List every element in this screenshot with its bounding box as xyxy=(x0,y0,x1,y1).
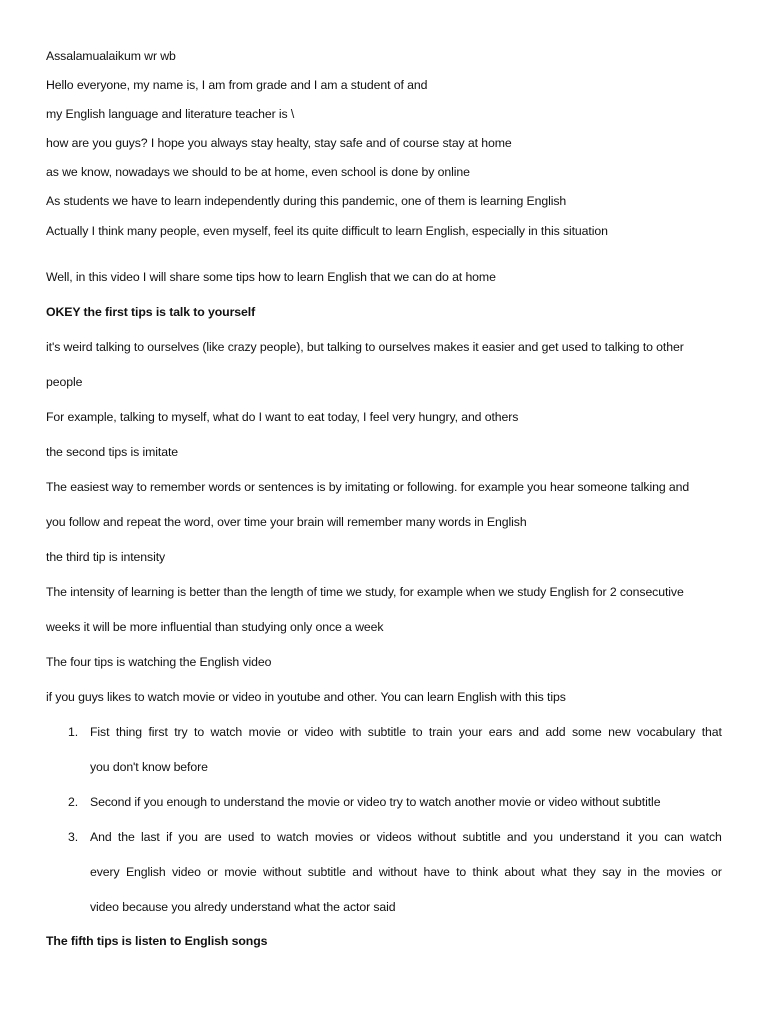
word: the xyxy=(117,830,135,844)
word: without xyxy=(263,865,302,879)
intro-line: as we know, nowadays we should to be at home, even school is done by online xyxy=(46,165,470,179)
word: have xyxy=(423,865,450,879)
word: what xyxy=(541,865,567,879)
word: video xyxy=(171,865,201,879)
word: subtitle xyxy=(367,725,406,739)
word: if xyxy=(166,830,173,844)
intro-line: Actually I think many people, even myself, feel its quite difficult to learn English, especially in this situation xyxy=(46,224,608,238)
word: say xyxy=(602,865,622,879)
word: ears xyxy=(488,725,513,739)
word: subtitle xyxy=(307,865,346,879)
tip-heading: the second tips is imitate xyxy=(46,445,179,459)
list-number: 2. xyxy=(68,795,79,809)
tip-heading: the third tip is intensity xyxy=(46,550,166,564)
word: movie xyxy=(224,865,257,879)
list-item-line: you don't know before xyxy=(90,760,208,774)
word: vocabulary xyxy=(636,725,696,739)
word: subtitle xyxy=(462,830,501,844)
word: and xyxy=(518,725,539,739)
word: or xyxy=(359,830,371,844)
word: or xyxy=(711,865,722,879)
word: to xyxy=(412,725,423,739)
tip-heading: OKEY the first tips is talk to yourself xyxy=(46,305,256,319)
list-number: 1. xyxy=(68,725,79,739)
body-line: For example, talking to myself, what do I want to eat today, I feel very hungry, and others xyxy=(46,410,519,424)
tip-heading: The fifth tips is listen to English songs xyxy=(46,934,268,948)
word: that xyxy=(701,725,722,739)
body-line: if you guys likes to watch movie or video in youtube and other. You can learn English with this tips xyxy=(46,690,566,704)
body-line: you follow and repeat the word, over time your brain will remember many words in English xyxy=(46,515,527,529)
word: without xyxy=(417,830,457,844)
word: and xyxy=(352,865,373,879)
word: movies xyxy=(314,830,354,844)
word: understand xyxy=(559,830,620,844)
word: about xyxy=(504,865,535,879)
word: movies xyxy=(666,865,705,879)
list-number: 3. xyxy=(68,830,79,844)
word: they xyxy=(573,865,596,879)
word: to xyxy=(260,830,271,844)
word: with xyxy=(339,725,362,739)
word: in xyxy=(627,865,637,879)
tip-heading: The four tips is watching the English video xyxy=(46,655,272,669)
word: video xyxy=(304,725,334,739)
body-line: people xyxy=(46,375,83,389)
list-item-line xyxy=(90,865,722,879)
word: watch xyxy=(276,830,309,844)
word: you xyxy=(638,830,658,844)
word: train xyxy=(428,725,453,739)
word: think xyxy=(472,865,499,879)
word: to xyxy=(194,725,205,739)
word: first xyxy=(148,725,168,739)
word: or xyxy=(287,725,299,739)
word: watch xyxy=(690,830,722,844)
greeting-line: Assalamualaikum wr wb xyxy=(46,49,176,63)
body-line: weeks it will be more influential than studying only once a week xyxy=(46,620,384,634)
word: can xyxy=(664,830,684,844)
word: it xyxy=(626,830,633,844)
word: watch xyxy=(210,725,243,739)
list-item-line xyxy=(90,725,722,739)
body-line: The intensity of learning is better than the length of time we study, for example when we study English for 2 consecutive xyxy=(46,585,684,599)
intro-line: As students we have to learn independently during this pandemic, one of them is learning English xyxy=(46,194,567,208)
body-line: Well, in this video I will share some tips how to learn English that we can do at home xyxy=(46,270,496,284)
word: English xyxy=(125,865,166,879)
word: are xyxy=(204,830,222,844)
word: videos xyxy=(376,830,412,844)
intro-line: how are you guys? I hope you always stay healty, stay safe and of course stay at home xyxy=(46,136,512,150)
word: and xyxy=(506,830,528,844)
list-item-line xyxy=(90,830,722,844)
word: some xyxy=(571,725,602,739)
word: movie xyxy=(248,725,281,739)
word: you xyxy=(533,830,553,844)
word: to xyxy=(456,865,467,879)
word: the xyxy=(643,865,660,879)
word: Fist xyxy=(90,725,110,739)
body-line: it's weird talking to ourselves (like crazy people), but talking to ourselves makes it easier and get used to talking to other xyxy=(46,340,684,354)
word: every xyxy=(90,865,120,879)
word: add xyxy=(545,725,566,739)
word: try xyxy=(174,725,188,739)
intro-line: Hello everyone, my name is, I am from grade and I am a student of and xyxy=(46,78,428,92)
word: without xyxy=(378,865,418,879)
word: And xyxy=(90,830,112,844)
word: last xyxy=(141,830,160,844)
intro-line: my English language and literature teacher is \ xyxy=(46,107,295,121)
word: thing xyxy=(115,725,143,739)
body-line: The easiest way to remember words or sentences is by imitating or following. for example you hear someone talking and xyxy=(46,480,690,494)
list-item-line: Second if you enough to understand the movie or video try to watch another movie or video without subtitle xyxy=(90,795,661,809)
word: or xyxy=(207,865,218,879)
word: used xyxy=(227,830,255,844)
word: you xyxy=(178,830,198,844)
list-item-line: video because you alredy understand what the actor said xyxy=(90,900,396,914)
word: new xyxy=(608,725,631,739)
word: your xyxy=(458,725,483,739)
